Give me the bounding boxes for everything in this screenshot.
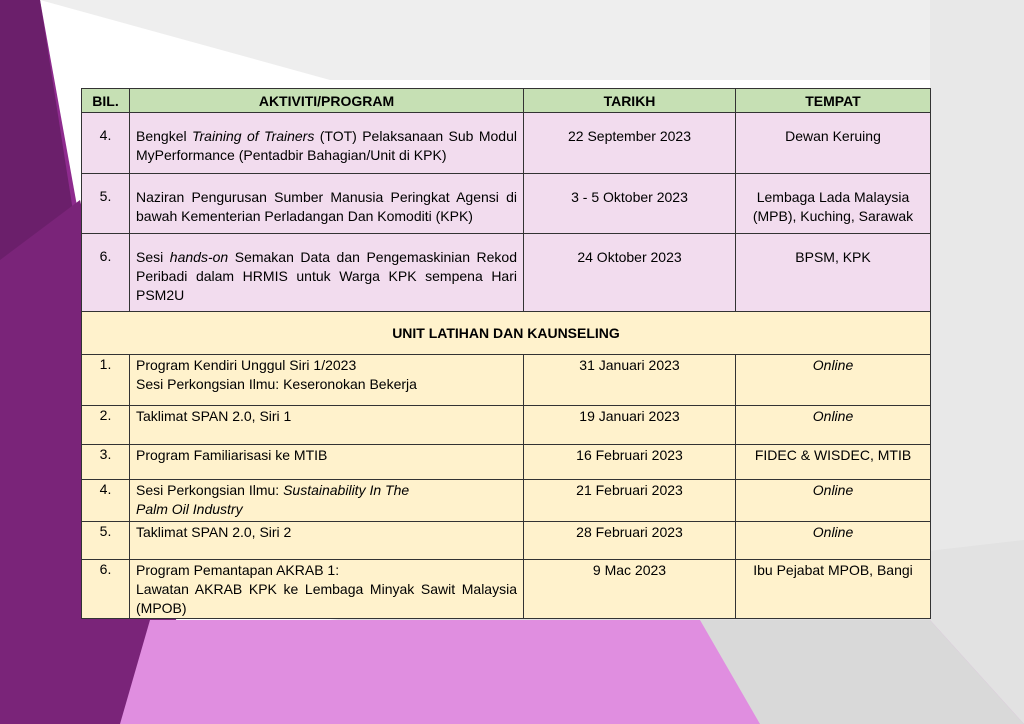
activity-text: Bengkel	[136, 128, 192, 144]
row-date: 3 - 5 Oktober 2023	[524, 174, 736, 234]
row-activity	[130, 560, 524, 619]
activity-text: (TOT) Pelaksanaan Sub Modul MyPerformance (Pentadbir Bahagian/Unit di KPK)	[136, 128, 517, 163]
row-activity	[130, 113, 524, 174]
row-place: Online	[736, 406, 931, 445]
row-place: BPSM, KPK	[736, 234, 931, 312]
program-table	[81, 88, 931, 619]
row-activity	[130, 480, 524, 522]
row-activity	[130, 355, 524, 406]
header-bil: BIL.	[82, 89, 130, 113]
row-activity: Naziran Pengurusan Sumber Manusia Peringkat Agensi di bawah Kementerian Perladangan Dan Komoditi (KPK)	[130, 174, 524, 234]
activity-text: Sesi	[136, 249, 170, 265]
table-row	[82, 113, 931, 174]
activity-italic-text: Palm Oil Industry	[136, 501, 243, 517]
table-row	[82, 560, 931, 619]
row-number: 3.	[82, 445, 130, 480]
activity-line: Program Pemantapan AKRAB 1:	[136, 562, 340, 578]
row-number: 4.	[82, 113, 130, 174]
row-number: 4.	[82, 480, 130, 522]
row-place: Lembaga Lada Malaysia (MPB), Kuching, Sarawak	[736, 174, 931, 234]
activity-line: Program Kendiri Unggul Siri 1/2023	[136, 357, 357, 373]
header-date: TARIKH	[524, 89, 736, 113]
row-number: 1.	[82, 355, 130, 406]
row-activity: Taklimat SPAN 2.0, Siri 1	[130, 406, 524, 445]
row-date: 28 Februari 2023	[524, 522, 736, 560]
activity-italic-text: Training of Trainers	[192, 128, 315, 144]
row-date: 22 September 2023	[524, 113, 736, 174]
row-place: FIDEC & WISDEC, MTIB	[736, 445, 931, 480]
row-place: Ibu Pejabat MPOB, Bangi	[736, 560, 931, 619]
activity-text: Sesi Perkongsian Ilmu:	[136, 482, 284, 498]
row-number: 6.	[82, 560, 130, 619]
row-number: 6.	[82, 234, 130, 312]
header-activity: AKTIVITI/PROGRAM	[130, 89, 524, 113]
table-row	[82, 355, 931, 406]
row-number: 5.	[82, 522, 130, 560]
table-row	[82, 406, 931, 445]
table-row	[82, 480, 931, 522]
activity-italic-text: hands-on	[169, 249, 229, 265]
row-place: Dewan Keruing	[736, 113, 931, 174]
header-place: TEMPAT	[736, 89, 931, 113]
activity-text: Semakan Data dan Pengemaskinian Rekod Peribadi dalam HRMIS untuk Warga KPK sempena Hari PSM2U	[136, 249, 517, 303]
table-row	[82, 234, 931, 312]
section-row	[82, 312, 931, 355]
table-header-row	[82, 89, 931, 113]
row-date: 19 Januari 2023	[524, 406, 736, 445]
row-place: Online	[736, 522, 931, 560]
row-place: Online	[736, 355, 931, 406]
row-place: Online	[736, 480, 931, 522]
row-date: 21 Februari 2023	[524, 480, 736, 522]
table-row	[82, 522, 931, 560]
grey-shape-top	[40, 0, 1024, 80]
activity-italic-text: Sustainability In The	[283, 482, 410, 498]
row-activity: Program Familiarisasi ke MTIB	[130, 445, 524, 480]
activity-line: Sesi Perkongsian Ilmu: Keseronokan Bekerja	[136, 376, 417, 392]
row-activity	[130, 234, 524, 312]
row-number: 5.	[82, 174, 130, 234]
section-title: UNIT LATIHAN DAN KAUNSELING	[82, 312, 931, 355]
activity-line: Lawatan AKRAB KPK ke Lembaga Minyak Sawit Malaysia (MPOB)	[136, 581, 517, 616]
row-date: 31 Januari 2023	[524, 355, 736, 406]
table-row	[82, 445, 931, 480]
row-date: 9 Mac 2023	[524, 560, 736, 619]
row-number: 2.	[82, 406, 130, 445]
table-row	[82, 174, 931, 234]
row-date: 16 Februari 2023	[524, 445, 736, 480]
row-activity: Taklimat SPAN 2.0, Siri 2	[130, 522, 524, 560]
row-date: 24 Oktober 2023	[524, 234, 736, 312]
